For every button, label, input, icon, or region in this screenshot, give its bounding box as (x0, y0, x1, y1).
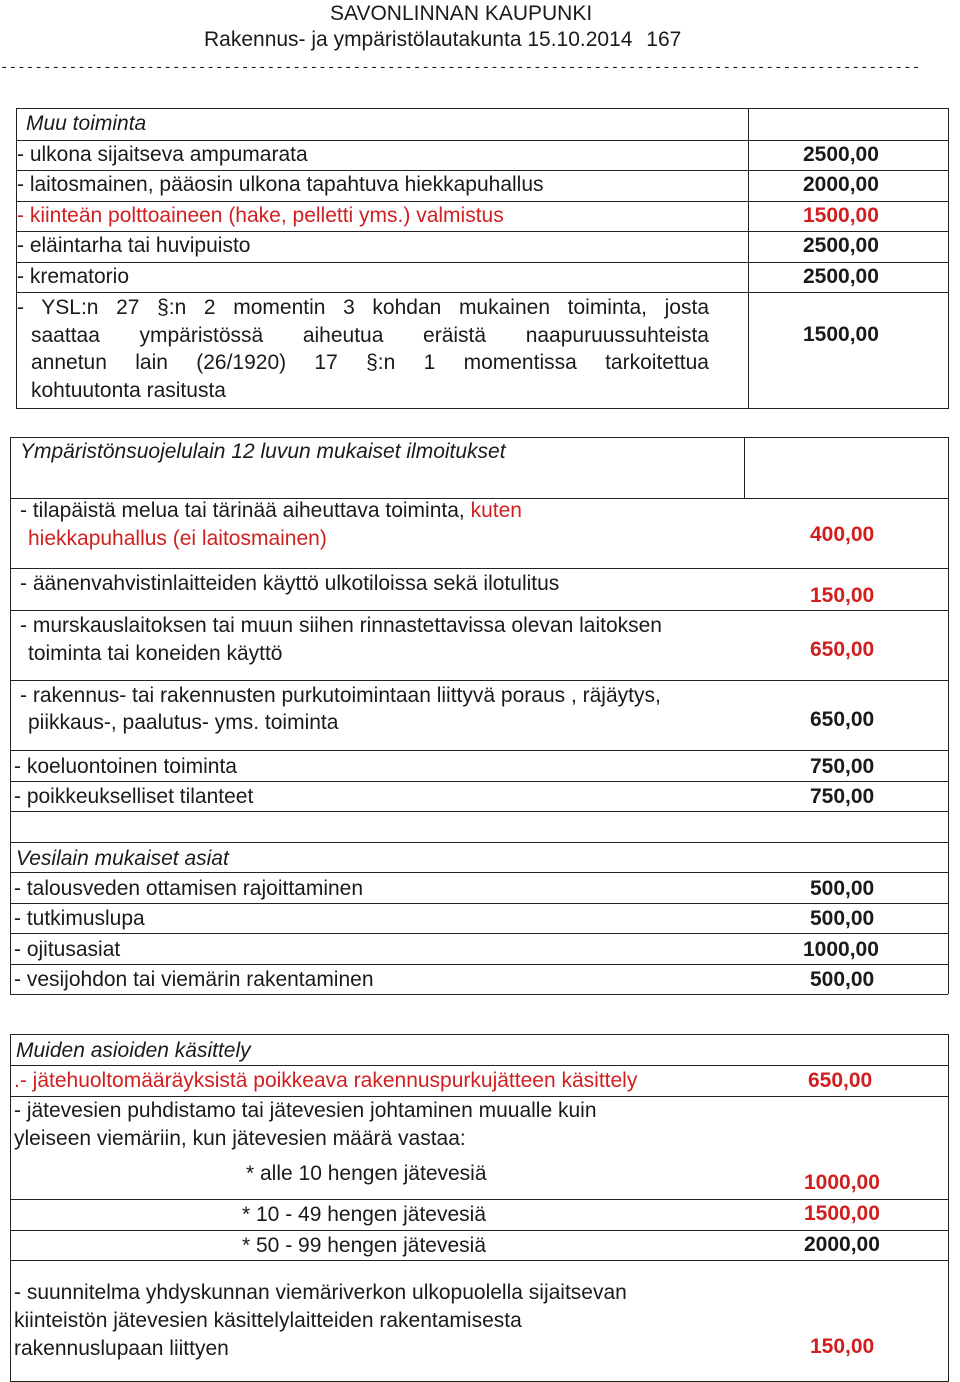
row-label: - ojitusasiat (14, 938, 121, 961)
tier-label: * alle 10 hengen jätevesiä (246, 1162, 487, 1185)
aanen-amount: 150,00 (810, 584, 875, 607)
tier-amount: 2000,00 (804, 1233, 880, 1256)
suunnitelma-line: - suunnitelma yhdyskunnan viemäriverkon ulkopuolella sijaitsevan (14, 1281, 627, 1304)
rakennus-line1: - rakennus- tai rakennusten purkutoimintaan liittyvä poraus , räjäytys, (20, 684, 661, 707)
tier-label: * 10 - 49 hengen jätevesiä (242, 1203, 487, 1226)
jatehuolto-amount: 650,00 (808, 1069, 873, 1092)
jatehuolto-label: .- jätehuoltomääräyksistä poikkeava rakennuspurkujätteen käsittely (14, 1069, 638, 1092)
row-amount: 2500,00 (803, 234, 879, 257)
ysl-amount: 1500,00 (803, 323, 879, 346)
row-amount: 500,00 (810, 968, 875, 991)
suunnitelma-amount: 150,00 (810, 1335, 875, 1358)
row-label: - eläintarha tai huvipuisto (17, 234, 251, 257)
row-label: - vesijohdon tai viemärin rakentaminen (14, 968, 374, 991)
row-label: - kiinteän polttoaineen (hake, pelletti yms.) valmistus (17, 204, 504, 227)
row-amount: 500,00 (810, 877, 875, 900)
section-title: Vesilain mukaiset asiat (16, 847, 229, 870)
melu-line2: hiekkapuhallus (ei laitosmainen) (28, 527, 327, 550)
jatevesi-line2: yleiseen viemäriin, kun jätevesien määrä vastaa: (14, 1127, 466, 1150)
murskaus-line1: - murskauslaitoksen tai muun siihen rinnastettavissa olevan laitoksen (20, 614, 662, 637)
row-label: - krematorio (17, 265, 130, 288)
row-amount: 2500,00 (803, 143, 879, 166)
row-amount: 500,00 (810, 907, 875, 930)
row-amount: 2000,00 (803, 173, 879, 196)
section-title: Muiden asioiden käsittely (16, 1039, 251, 1062)
ysl-paragraph (17, 294, 709, 404)
melu-line1 (20, 499, 522, 523)
aanen-label: - äänenvahvistinlaitteiden käyttö ulkotiloissa sekä ilotulitus (20, 572, 560, 595)
murskaus-line2: toiminta tai koneiden käyttö (28, 642, 283, 665)
page-number: 167 (646, 28, 682, 51)
meeting-title (204, 28, 681, 52)
organization-name: SAVONLINNAN KAUPUNKI (330, 2, 593, 25)
ysl-line: annetun lain (26/1920) 17 §:n 1 momentissa tarkoitettua (31, 351, 709, 374)
melu-line1-red: kuten (470, 499, 522, 522)
ysl-line: - YSL:n 27 §:n 2 momentin 3 kohdan mukainen toiminta, josta (17, 296, 709, 319)
murskaus-amount: 650,00 (810, 638, 875, 661)
suunnitelma-line: rakennuslupaan liittyen (14, 1337, 229, 1360)
tier-label: * 50 - 99 hengen jätevesiä (242, 1234, 487, 1257)
koe-label: - koeluontoinen toiminta (14, 755, 237, 778)
rakennus-amount: 650,00 (810, 708, 875, 731)
tier-amount: 1500,00 (804, 1202, 880, 1225)
rakennus-line2: piikkaus-, paalutus- yms. toiminta (28, 711, 339, 734)
row-label: - talousveden ottamisen rajoittaminen (14, 877, 364, 900)
melu-amount: 400,00 (810, 523, 875, 546)
row-amount: 2500,00 (803, 265, 879, 288)
section-title: Ympäristönsuojelulain 12 luvun mukaiset ilmoitukset (20, 440, 506, 463)
row-amount: 1500,00 (803, 204, 879, 227)
tier-amount: 1000,00 (804, 1171, 880, 1194)
section-title: Muu toiminta (26, 112, 147, 135)
row-label: - ulkona sijaitseva ampumarata (17, 143, 308, 166)
ysl-line: saattaa ympäristössä aiheutua eräistä naapuruussuhteista (31, 323, 709, 347)
row-label: - laitosmainen, pääosin ulkona tapahtuva hiekkapuhallus (17, 173, 544, 196)
poikk-amount: 750,00 (810, 785, 875, 808)
melu-line1-text: - tilapäistä melua tai tärinää aiheuttava toiminta, (20, 499, 471, 522)
jatevesi-line1: - jätevesien puhdistamo tai jätevesien johtaminen muualle kuin (14, 1099, 597, 1122)
suunnitelma-line: kiinteistön jätevesien käsittelylaitteiden rakentamisesta (14, 1309, 522, 1332)
row-amount: 1000,00 (803, 938, 879, 961)
meeting-name: Rakennus- ja ympäristölautakunta 15.10.2014 (204, 28, 633, 51)
header-separator: ----------------------------------------------------------------------------------------------------------- (0, 60, 921, 76)
koe-amount: 750,00 (810, 755, 875, 778)
row-label: - tutkimuslupa (14, 907, 145, 930)
ysl-line: kohtuutonta rasitusta (31, 378, 226, 402)
poikk-label: - poikkeukselliset tilanteet (14, 785, 254, 808)
